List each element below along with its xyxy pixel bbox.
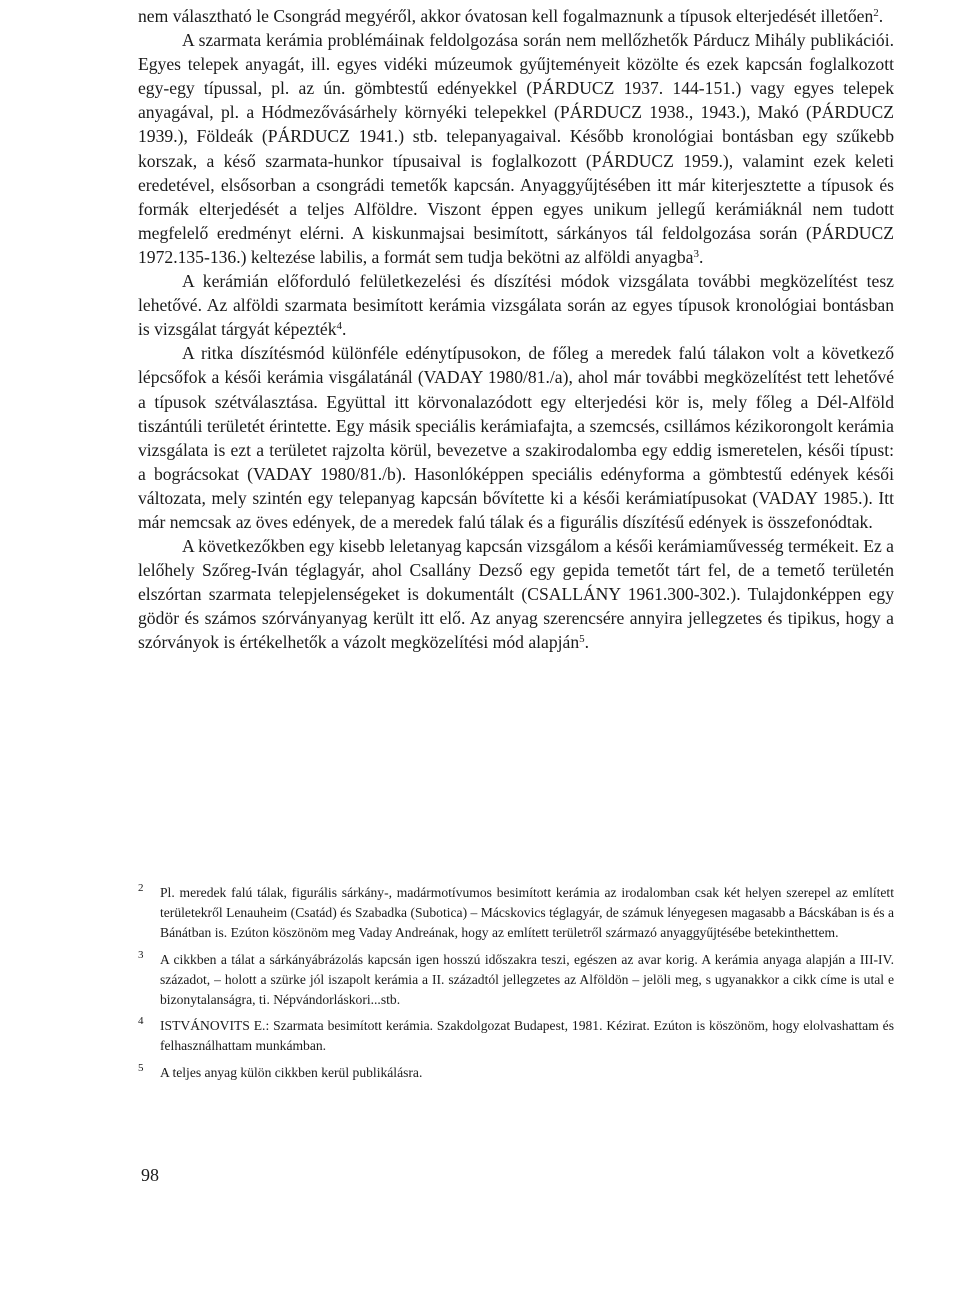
footnote-text: ISTVÁNOVITS E.: Szarmata besimított kerámia. Szakdolgozat Budapest, 1981. Kézirat. Ezúton is köszönöm, hogy elolvashattam és felhasználhattam munkámban. xyxy=(160,1018,894,1054)
footnote-text: A cikkben a tálat a sárkányábrázolás kapcsán igen hosszú időszakra teszi, egészen az avar korig. A kerámia anyaga alapján a III-IV. századot, – holott a szürke jól iszapolt kerámia a II. századtól jellegzetes az Alföldön – jelöli meg, s ugyanakkor a cikk címe is utal e bizonytalanságra, ti. Népvándorláskori...stb. xyxy=(160,951,894,1008)
footnote-ref-2[interactable]: 2 xyxy=(873,7,879,19)
paragraph-1: nem választható le Csongrád megyéről, akkor óvatosan kell fogalmaznunk a típusok elterjedését illetően$^2$. xyxy=(138,6,884,26)
footnote-mark: 4 xyxy=(138,1015,144,1028)
paragraph-3: A kerámián előforduló felületkezelési és díszítési módok vizsgálata további megközelítést tesz lehetővé. Az alföldi szarmata besimított kerámia vizsgálata során az egyes típusok kronológiai bontásban is vizsgálat tárgyát képezték$^4$. xyxy=(138,271,894,340)
footnote-ref-4[interactable]: 4 xyxy=(336,320,343,333)
paragraph-4: A ritka díszítésmód különféle edénytípusokon, de főleg a meredek falú tálakon volt a következő lépcsőfok a késői kerámia visgálatánál (VADAY 1980/81./a), ahol már további megközelítést tett lehetővé a típusok szétválasztása. Együttal itt körvonalazódott egy elterjedési kör is, mely főleg a Dél-Alföld tiszántúli területét érintette. Egy másik speciális kerámiafajta, a szemcsés, csillámos kézikorongolt kerámia vizsgálata is ezt a területet rajzolta körül, bevezetve a szakirodalomba egy eddig ismeretelen, késői típust: a bográcsokat (VADAY 1980/81./b). Hasonlóképpen speciális edényforma a gömbtestű edények késői változata, mely szintén egy telepanyag kapcsán bővítette ki a késői kerámiatípusokat (VADAY 1985.). Itt már nemcsak az öves edények, de a meredek falú tálak és a figurális díszítésű edények is összefonódtak. xyxy=(138,343,894,532)
page-number: 98 xyxy=(141,1165,159,1185)
paragraph-2: A szarmata kerámia problémáinak feldolgozása során nem mellőzhetők Párducz Mihály publikációi. Egyes telepek anyagát, ill. egyes vidéki múzeumok gyűjteményeit közölte és ezek kapcsán foglalkozott egy-egy típussal, pl. az ún. gömbtestű edényekkel (PÁRDUCZ 1937. 144-151.) vagy egyes telepek anyagával, pl. a Hódmezővásárhely környéki telepekkel (PÁRDUCZ 1938., 1943.), Makó (PÁRDUCZ 1939.), Földeák (PÁRDUCZ 1941.) stb. telepanyagaival. Később kronológiai bontásban egy szűkebb korszak, a késő szarmata-hunkor típusaival is foglalkozott (PÁRDUCZ 1959.), valamint ezek keleti eredetével, elsősorban a csongrádi temetők kapcsán. Anyaggyűjtésében itt már kiterjesztette a típusok és formák elterjedését a teljes Alföldre. Viszont éppen egyes unikum jellegű kerámiáknál nem tudott megfelelő eredményt elérni. A kiskunmajsai besimított, sárkányos tál feldolgozása során (PÁRDUCZ 1972.135-136.) keltezése labilis, a formát sem tudja bekötni az alföldi anyagba$^3$. xyxy=(138,30,894,267)
footnote-5 xyxy=(138,1063,894,1083)
footnotes xyxy=(138,883,894,1089)
paragraph-5: A következőkben egy kisebb leletanyag kapcsán vizsgálom a késői kerámiaművesség termékeit. Ez a lelőhely Szőreg-Iván téglagyár, ahol Csallány Dezső egy gepida temetőt tárt fel, de a temető területén elszórtan szarmata telepjelenségeket is dokumentált (CSALLÁNY 1961.300-302.). Tulajdonképpen egy gödör és számos szórványanyag került itt elő. Az anyag szerencsére annyira jellegzetes és tipikus, hogy a szórványok is értékelhetők a vázolt megközelítési mód alapján$^5$. xyxy=(138,536,894,653)
footnote-ref-5[interactable]: 5 xyxy=(579,633,585,646)
footnote-mark: 2 xyxy=(138,882,144,894)
footnote-4 xyxy=(138,1016,894,1056)
footnote-mark: 3 xyxy=(138,948,144,961)
footnote-mark: 5 xyxy=(138,1061,144,1074)
footnote-2 xyxy=(138,883,894,944)
footnote-text: Pl. meredek falú tálak, figurális sárkány-, madármotívumos besimított kerámia az irodalomban csak két helyen szerepel az említett területekről Lenauheim (Csatád) és Szabadka (Subotica) – Mácskovics téglagyár, de számuk lényegesen magasabb a Bácskában is és a Bánátban is. Ezúton köszönöm meg Vaday Andreának, hogy az említett területről származó anyaggyűjtésébe betekinthettem. xyxy=(160,885,894,941)
footnote-3 xyxy=(138,950,894,1011)
footnote-text: A teljes anyag külön cikkben kerül publikálásra. xyxy=(160,1064,423,1080)
body-text xyxy=(138,4,894,655)
main-text xyxy=(138,4,894,655)
footnote-ref-3[interactable]: 3 xyxy=(693,247,699,260)
